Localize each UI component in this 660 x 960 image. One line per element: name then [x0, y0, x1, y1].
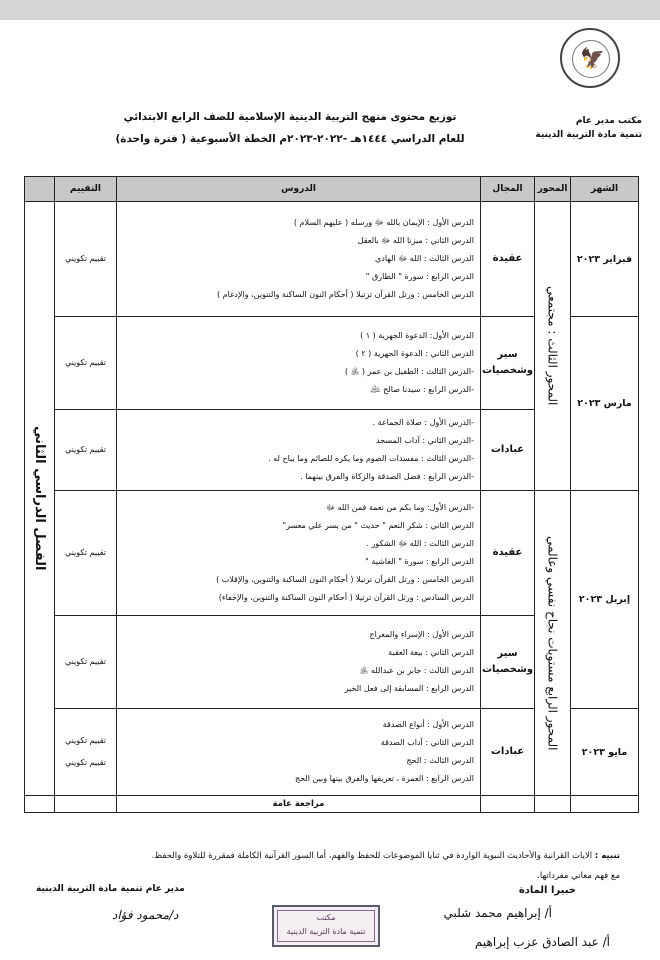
- note-line-1: [40, 846, 620, 866]
- month-cell: مايو ٢٠٢٣: [571, 709, 639, 796]
- lesson-item: الدرس الثاني : ميزنا الله ﷻ بالعقل: [357, 236, 474, 245]
- lesson-item: -الدرس الأول : صلاة الجماعة .: [372, 418, 474, 427]
- lesson-item: الدرس الثالث : جابر بن عبدالله ﵁: [359, 666, 474, 675]
- note-text: الايات القرانية والأحاديث النبوية الواردة في ثنايا الموضوعات للحفظ والفهم، أما السور القرآنية الكاملة فمقررة للتلاوة والحفظ.: [151, 851, 593, 861]
- field-cell: عقيدة: [481, 202, 535, 317]
- lesson-item: الدرس الثاني : آداب الصدقة: [380, 738, 474, 747]
- field-cell: [481, 616, 535, 709]
- field-line-2: وشخصيات: [482, 365, 533, 376]
- evaluation-cell: [55, 491, 117, 616]
- lesson-item: الدرس الثالث : الحج: [406, 756, 474, 765]
- table-row: [25, 202, 639, 317]
- office-line-2: تنمية مادة التربية الدينية: [535, 130, 642, 140]
- lessons-cell: [117, 491, 481, 616]
- axis-label: المحور الثالث : مجتمعي: [545, 286, 560, 406]
- header-axis: المحور: [535, 177, 571, 202]
- month-cell: مارس ٢٠٢٣: [571, 317, 639, 491]
- review-blank: [25, 796, 55, 813]
- evaluation-text: تقييم تكويني: [64, 358, 107, 367]
- office-line-1: مكتب مدير عام: [575, 116, 642, 126]
- lesson-item: -الدرس الثاني : آداب المسجد: [376, 436, 474, 445]
- field-cell: عبادات: [481, 410, 535, 491]
- review-row: [25, 796, 639, 813]
- field-cell: عقيدة: [481, 491, 535, 616]
- lesson-item: الدرس السادس : ورتل القرآن ترتيلا ( أحكام النون الساكنة والتنوين، والإخفاء): [218, 593, 474, 602]
- lesson-item: الدرس الثالث : الله ﷻ الهادي: [375, 254, 474, 263]
- evaluation-cell: [55, 709, 117, 796]
- review-cell: مراجعة عامة: [117, 796, 481, 813]
- stamp-inner: [277, 910, 375, 942]
- lesson-item: الدرس الأول : أنواع الصدقة: [382, 720, 474, 729]
- expert-name-2: أ/ عبد الصادق عزب إبراهيم: [474, 935, 610, 949]
- note-label: تنبيه :: [594, 851, 620, 861]
- note-block: [40, 846, 620, 886]
- lesson-item: الدرس الرابع : العمرة ، تعريفها والفرق بينها وبين الحج: [294, 774, 474, 783]
- review-blank: [55, 796, 117, 813]
- lesson-item: الدرس الخامس : ورتل القرآن ترتيلا ( أحكام النون الساكنة والتنوين، والإدغام ): [217, 290, 474, 299]
- lesson-item: الدرس الثاني : شكر النعم " حديث " من يسر علي معسر": [282, 521, 474, 530]
- field-line-1: سير: [497, 349, 518, 360]
- lesson-item: الدرس الرابع : المسابقة إلى فعل الخير: [344, 684, 474, 693]
- header-field: المجال: [481, 177, 535, 202]
- field-cell: [481, 317, 535, 410]
- ministry-logo: [560, 28, 620, 88]
- expert-name-1: أ/ إبراهيم محمد شلبي: [443, 906, 552, 920]
- document-title: [95, 106, 485, 150]
- header-lessons: الدروس: [117, 177, 481, 202]
- lesson-item: -الدرس الرابع : سيدنا صالح ﵇: [370, 385, 474, 394]
- evaluation-text: تقييم تكويني: [64, 254, 107, 263]
- axis-label: المحور الرابع مستويات نجاح نفسي وعالمي: [545, 535, 560, 751]
- note-line-2: مع فهم معاني مفرداتها.: [537, 871, 620, 881]
- evaluation-text: تقييم تكويني: [64, 758, 107, 767]
- lessons-cell: [117, 317, 481, 410]
- review-blank: [571, 796, 639, 813]
- lesson-item: الدرس الأول : الإيمان بالله ﷻ ورسله ( عليهم السلام ): [293, 218, 474, 227]
- lesson-item: الدرس الخامس : ورتل القرآن ترتيلا ( أحكام النون الساكنة والتنوين، والإقلاب ): [216, 575, 474, 584]
- stamp-line-2: تنمية مادة التربية الدينية: [286, 927, 366, 936]
- curriculum-table: [24, 176, 639, 813]
- evaluation-cell: [55, 317, 117, 410]
- title-line-2: للعام الدراسي ١٤٤٤هـ -٢٠٢٢-٢٠٢٣م الخطة الأسبوعية ( فترة واحدة): [115, 133, 465, 145]
- manager-signature: د/محمود فؤاد: [112, 908, 179, 922]
- evaluation-cell: [55, 410, 117, 491]
- manager-title: مدير عام تنمية مادة التربية الدينية: [36, 884, 185, 894]
- field-line-2: وشخصيات: [482, 664, 533, 675]
- axis-cell: [535, 202, 571, 491]
- field-line-1: سير: [497, 648, 518, 659]
- lessons-cell: [117, 616, 481, 709]
- evaluation-text: تقييم تكويني: [64, 445, 107, 454]
- table-row: [25, 491, 639, 616]
- review-blank: [481, 796, 535, 813]
- title-line-1: توزيع محتوى منهج التربية الدينية الإسلامية للصف الرابع الابتدائي: [123, 111, 457, 123]
- lesson-item: الدرس الأول : الإسراء والمعراج: [369, 630, 474, 639]
- lesson-item: الدرس الرابع : سورة " الغاشية ": [365, 557, 474, 566]
- header-month: الشهر: [571, 177, 639, 202]
- lesson-item: -الدرس الأول: وما بكم من نعمة فمن الله ﷻ: [326, 503, 474, 512]
- evaluation-text: تقييم تكويني: [64, 657, 107, 666]
- evaluation-cell: [55, 616, 117, 709]
- header-blank: [25, 177, 55, 202]
- lesson-item: الدرس الأول: الدعوة الجهرية ( ١ ): [360, 331, 474, 340]
- top-bar: [0, 0, 660, 20]
- office-label: [492, 114, 642, 142]
- month-cell: إبريل ٢٠٢٣: [571, 491, 639, 709]
- lesson-item: -الدرس الرابع : فضل الصدقة والزكاة والفرق بينهما .: [300, 472, 474, 481]
- lesson-item: الدرس الثالث : الله ﷻ الشكور .: [366, 539, 474, 548]
- lesson-item: -الدرس الثالث : الطفيل بن عمر ( ﵁ ): [344, 367, 474, 376]
- review-blank: [535, 796, 571, 813]
- stamp-line-1: مكتب: [316, 913, 336, 922]
- lessons-cell: [117, 202, 481, 317]
- table-header-row: [25, 177, 639, 202]
- lesson-item: الدرس الرابع : سورة " الطارق ": [365, 272, 474, 281]
- evaluation-text: تقييم تكويني: [64, 548, 107, 557]
- experts-title: خبيرا المادة: [518, 885, 576, 896]
- evaluation-cell: [55, 202, 117, 317]
- month-cell: فبراير ٢٠٢٣: [571, 202, 639, 317]
- lesson-item: -الدرس الثالث : مفسدات الصوم وما يكره للصائم وما يباح له .: [268, 454, 474, 463]
- lesson-item: الدرس الثاني : بيعة العقبة: [388, 648, 474, 657]
- eagle-emblem-icon: 🦅: [580, 46, 605, 70]
- office-stamp: [272, 905, 380, 947]
- evaluation-text: تقييم تكويني: [64, 736, 107, 745]
- axis-cell: [535, 491, 571, 796]
- lesson-item: الدرس الثاني : الدعوة الجهرية ( ٢ ): [355, 349, 474, 358]
- field-cell: عبادات: [481, 709, 535, 796]
- lessons-cell: [117, 410, 481, 491]
- semester-cell: [25, 202, 55, 796]
- semester-label: الفصل الدراسي الثاني: [32, 426, 47, 571]
- header-evaluation: التقييم: [55, 177, 117, 202]
- lessons-cell: [117, 709, 481, 796]
